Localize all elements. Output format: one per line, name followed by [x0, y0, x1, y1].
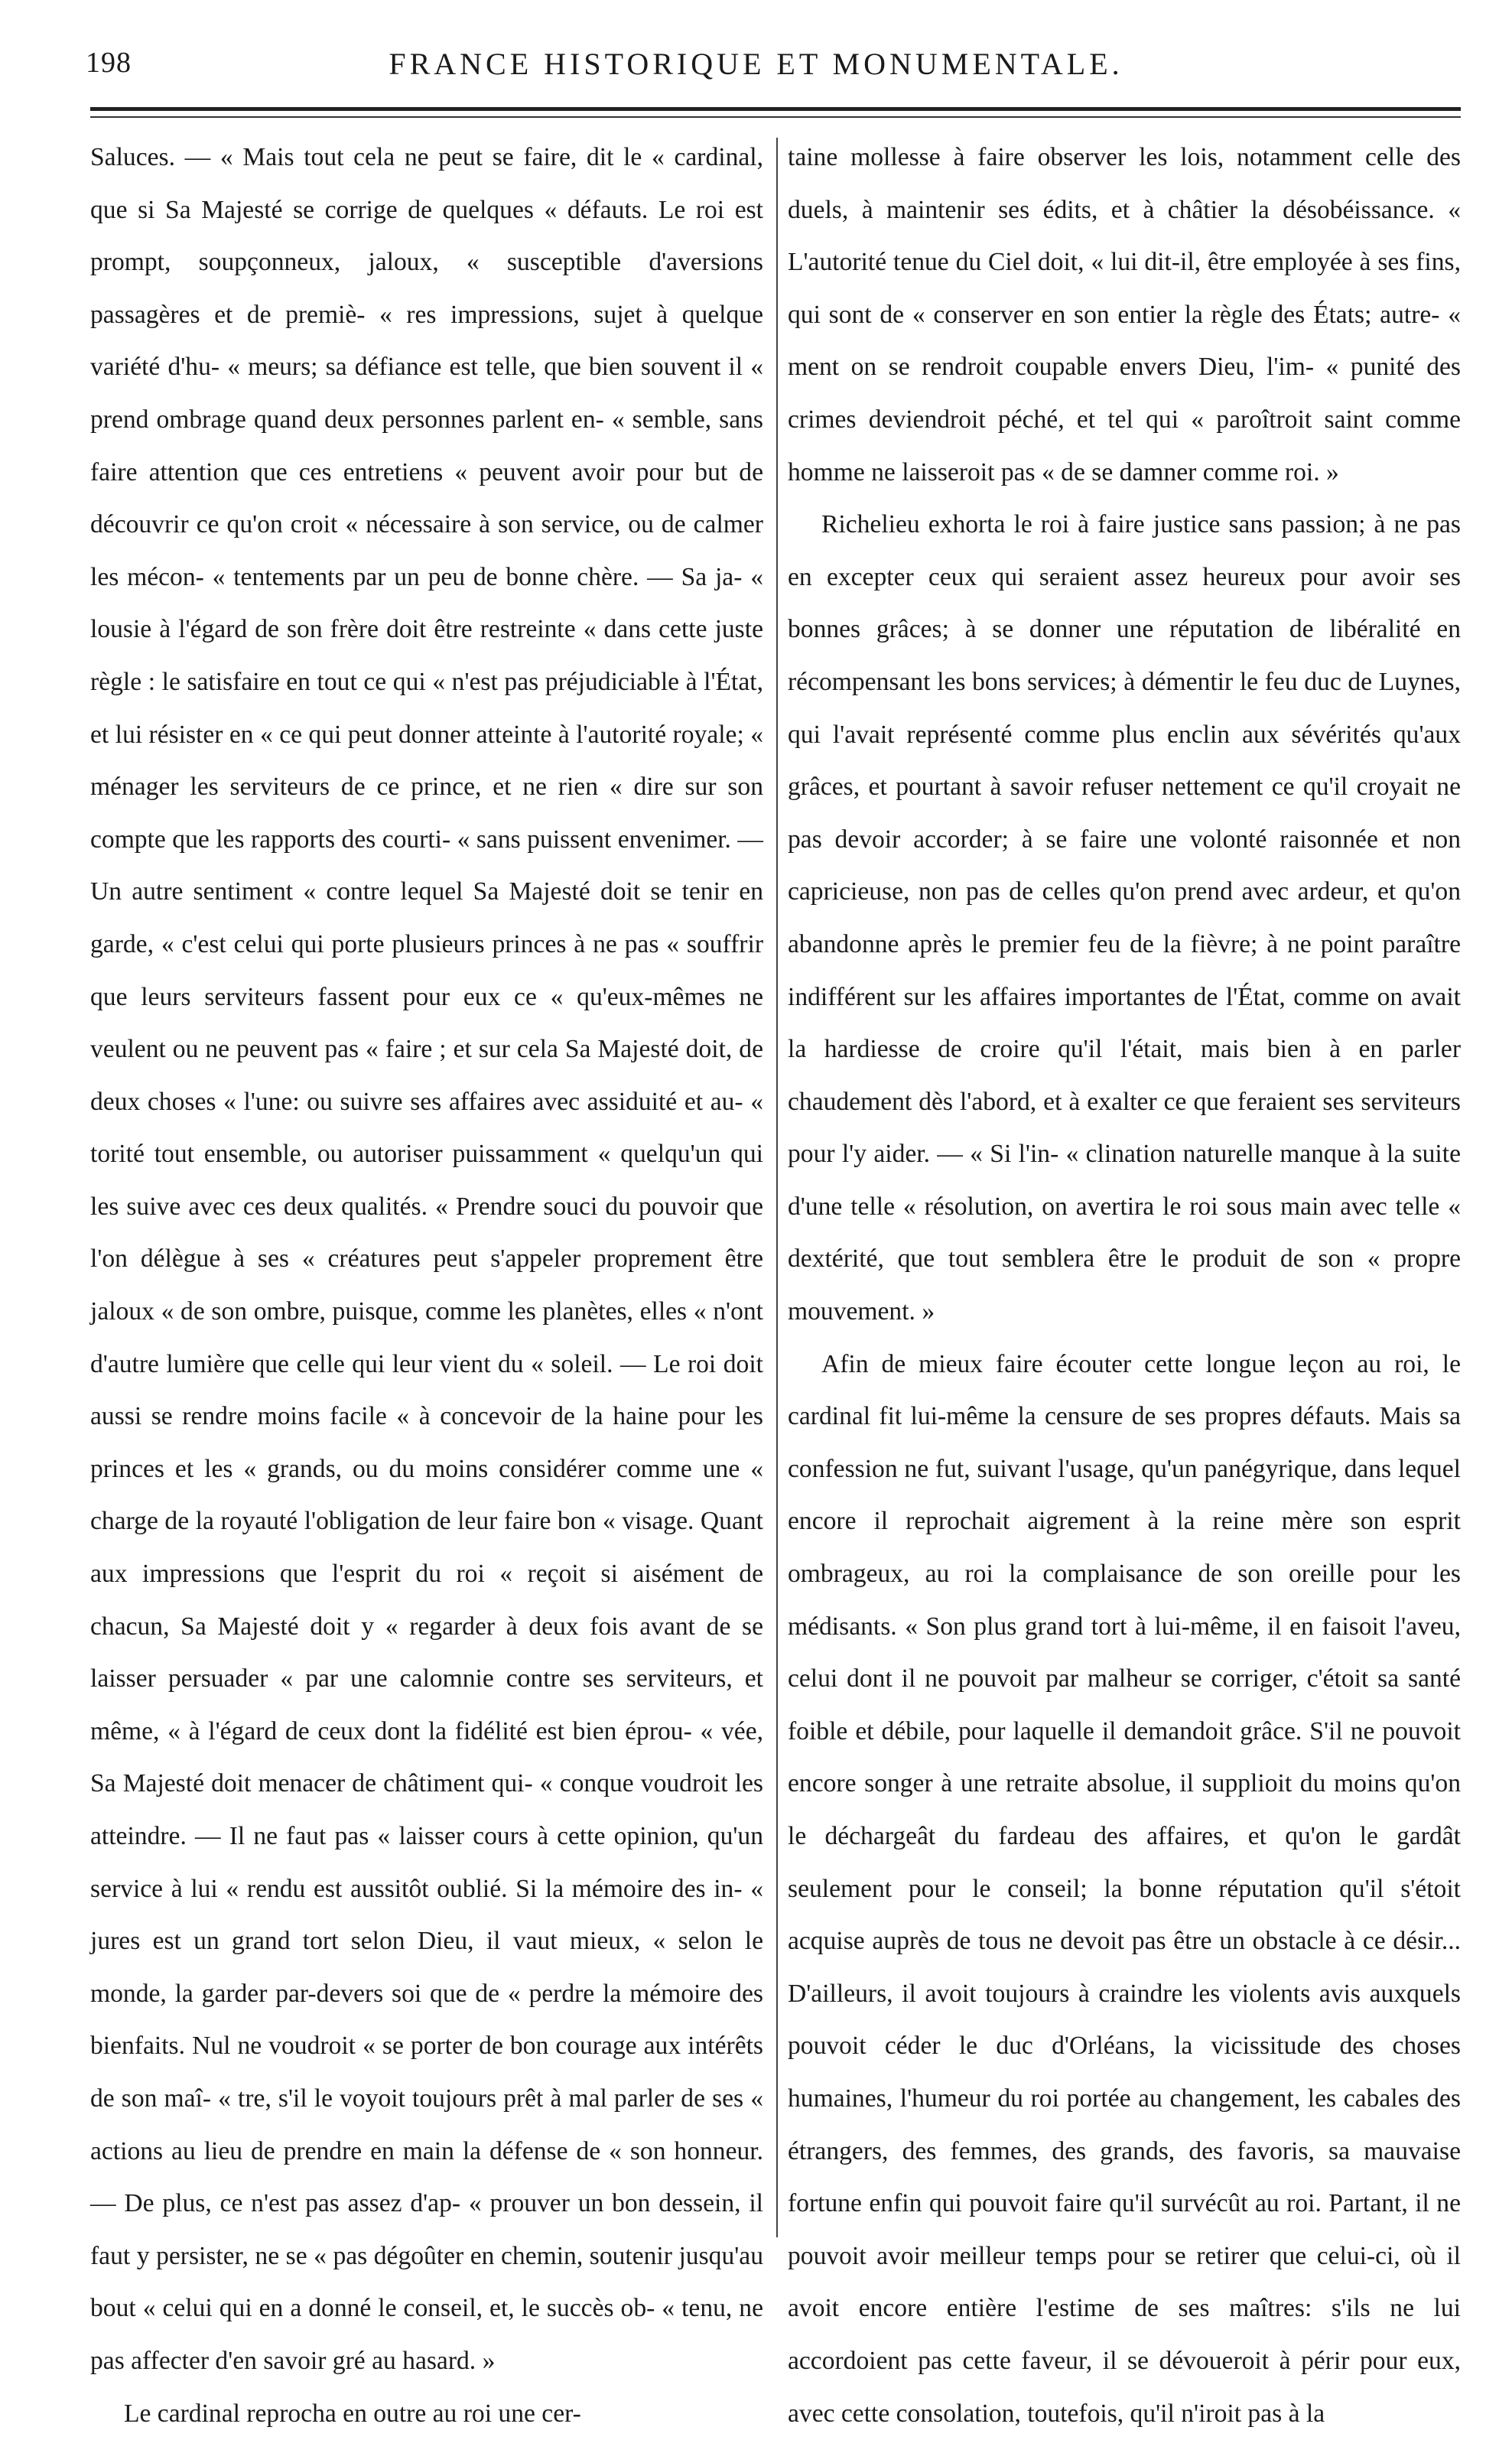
header-rule-thick [90, 107, 1461, 111]
right-paragraph-2: Richelieu exhorta le roi à faire justice sans passion; à ne pas en excepter ceux qui seraient assez heureux pour avoir ses bonnes grâces; à se donner une réputation de libéralité en récompensant les bons services; à démentir le feu duc de Luynes, qui l'avait représenté comme plus enclin aux sévérités qu'aux grâces, et pourtant à savoir refuser nettement ce qu'il croyait ne pas devoir accorder; à se faire une volonté raisonnée et non capricieuse, non pas de celles qu'on prend avec ardeur, et qu'on abandonne après le premier feu de la fièvre; à ne point paraître indifférent sur les affaires importantes de l'État, comme on avait la hardiesse de croire qu'il l'était, mais bien à en parler chaudement dès l'abord, et à exalter ce que feraient ses serviteurs pour l'y aider. — « Si l'in- « clination naturelle manque à la suite d'une telle « résolution, on avertira le roi sous main avec telle « dextérité, que tout semblera être le produit de son « propre mouvement. » [788, 510, 1461, 1326]
right-paragraph-3: Afin de mieux faire écouter cette longue leçon au roi, le cardinal fit lui-même la censure de ses propres défauts. Mais sa confession ne fut, suivant l'usage, qu'un panégyrique, dans lequel encore il reprochait aigrement à la reine mère son esprit ombrageux, au roi la complaisance de son oreille pour les médisants. « Son plus grand tort à lui-même, il en faisoit l'aveu, celui dont il ne pouvoit par malheur se corriger, c'étoit sa santé foible et débile, pour laquelle il demandoit grâce. S'il ne pouvoit encore songer à une retraite absolue, il supplioit du moins qu'on le déchargeât du fardeau des affaires, et qu'on le gardât seulement pour le conseil; la bonne réputation qu'il s'étoit acquise auprès de tous ne devoit pas être un obstacle à ce désir... D'ailleurs, il avoit toujours à craindre les violents avis auxquels pouvoit céder le duc d'Orléans, la vicissitude des choses humaines, l'humeur du roi portée au changement, les cabales des étrangers, des femmes, des grands, des favoris, sa mauvaise fortune enfin qui pouvoit faire qu'il survécût au roi. Partant, il ne pouvoit avoir meilleur temps pour se retirer que celui-ci, où il avoit encore entière l'estime de ses maîtres: s'ils ne lui accordoient pas cette faveur, il se dévoueroit à périr pour eux, avec cette consolation, toutefois, qu'il n'iroit pas à la [788, 1349, 1461, 2428]
running-title: FRANCE HISTORIQUE ET MONUMENTALE. [389, 47, 1123, 81]
left-paragraph-2: Le cardinal reprocha en outre au roi une cer- [124, 2399, 581, 2428]
right-paragraph-1: taine mollesse à faire observer les lois, notamment celle des duels, à maintenir ses édits, et à châtier la désobéissance. « L'autorité tenue du Ciel doit, « lui dit-il, être employée à ses fins, qui sont de « conserver en son entier la règle des États; autre- « ment on se rendroit coupable envers Dieu, l'im- « punité des crimes deviendroit péché, et tel qui « paroîtroit saint comme homme ne laisseroit pas « de se damner comme roi. » [788, 143, 1461, 486]
right-column [788, 132, 1461, 2440]
column-divider [776, 138, 778, 2237]
left-paragraph-1: Saluces. — « Mais tout cela ne peut se faire, dit le « cardinal, que si Sa Majesté se corrige de quelques « défauts. Le roi est prompt, soupçonneux, jaloux, « susceptible d'aversions passagères et de premiè- « res impressions, sujet à quelque variété d'hu- « meurs; sa défiance est telle, que bien souvent il « prend ombrage quand deux personnes parlent en- « semble, sans faire attention que ces entretiens « peuvent avoir pour but de découvrir ce qu'on croit « nécessaire à son service, ou de calmer les mécon- « tentements par un peu de bonne chère. — Sa ja- « lousie à l'égard de son frère doit être restreinte « dans cette juste règle : le satisfaire en tout ce qui « n'est pas préjudiciable à l'État, et lui résister en « ce qui peut donner atteinte à l'autorité royale; « ménager les serviteurs de ce prince, et ne rien « dire sur son compte que les rapports des courti- « sans puissent envenimer. — Un autre sentiment « contre lequel Sa Majesté doit se tenir en garde, « c'est celui qui porte plusieurs princes à ne pas « souffrir que leurs serviteurs fassent pour eux ce « qu'eux-mêmes ne veulent ou ne peuvent pas « faire ; et sur cela Sa Majesté doit, de deux choses « l'une: ou suivre ses affaires avec assiduité et au- « torité tout ensemble, ou autoriser puissamment « quelqu'un qui les suive avec ces deux qualités. « Prendre souci du pouvoir que l'on délègue à ses « créatures peut s'appeler proprement être jaloux « de son ombre, puisque, comme les planètes, elles « n'ont d'autre lumière que celle qui leur vient du « soleil. — Le roi doit aussi se rendre moins facile « à concevoir de la haine pour les princes et les « grands, ou du moins considérer comme une « charge de la royauté l'obligation de leur faire bon « visage. Quant aux impressions que l'esprit du roi « reçoit si aisément de chacun, Sa Majesté doit y « regarder à deux fois avant de se laisser persuader « par une calomnie contre ses serviteurs, et même, « à l'égard de ceux dont la fidélité est bien éprou- « vée, Sa Majesté doit menacer de châtiment qui- « conque voudroit les atteindre. — Il ne faut pas « laisser cours à cette opinion, qu'un service à lui « rendu est aussitôt oublié. Si la mémoire des in- « jures est un grand tort selon Dieu, il vaut mieux, « selon le monde, la garder par-devers soi que de « perdre la mémoire des bienfaits. Nul ne voudroit « se porter de bon courage aux intérêts de son maî- « tre, s'il le voyoit toujours prêt à mal parler de ses « actions au lieu de prendre en main la défense de « son honneur. — De plus, ce n'est pas assez d'ap- « prouver un bon dessein, il faut y persister, ne se « pas dégoûter en chemin, soutenir jusqu'au bout « celui qui en a donné le conseil, et, le succès ob- « tenu, ne pas affecter d'en savoir gré au hasard. » [90, 143, 763, 2375]
left-column [90, 132, 763, 2440]
header-rule-thin [90, 116, 1461, 118]
page-number: 198 [86, 47, 132, 79]
